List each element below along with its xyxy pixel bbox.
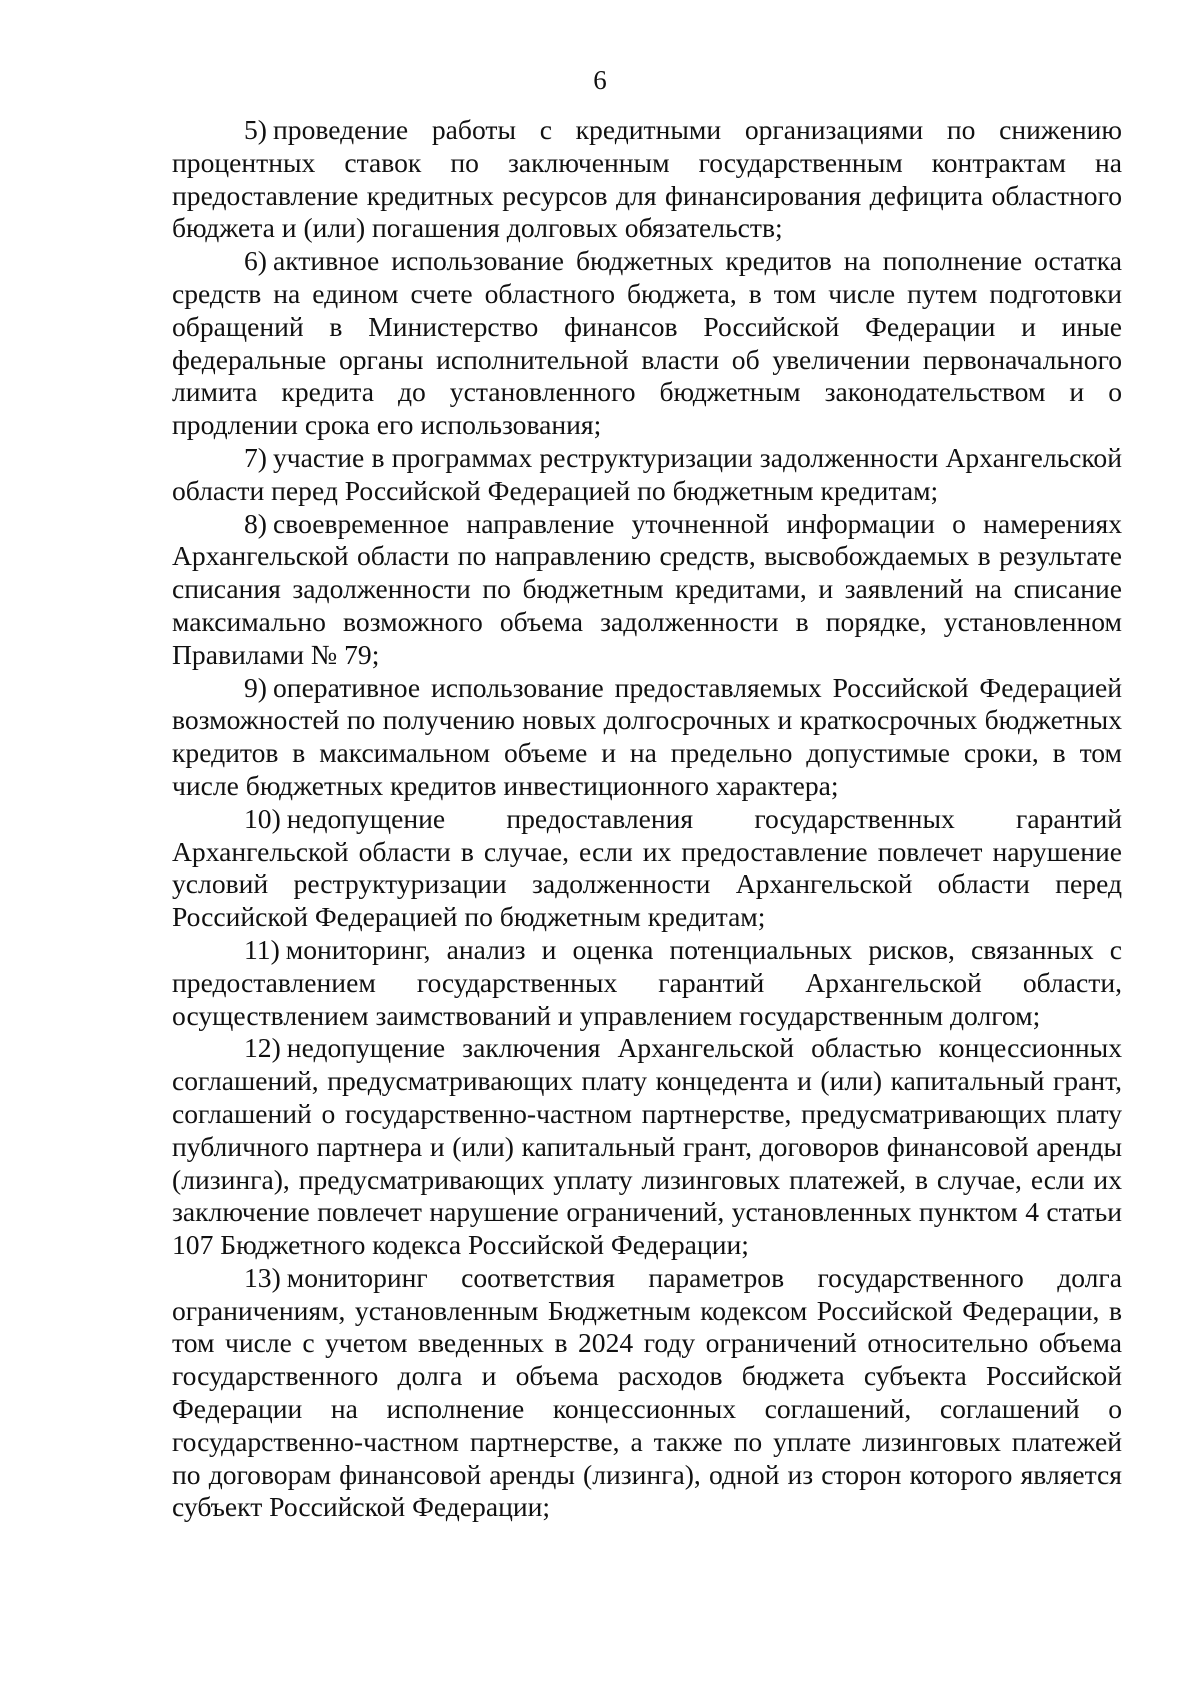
item-text: недопущение заключения Архангельской областью концессионных соглашений, предусматривающих плату концедента и (или) капитальный грант, соглашений о государственно-частном партнерстве, предусматривающих плату публичного партнера и (или) капитальный грант, договоров финансовой аренды (лизинга), предусматривающих уплату лизинговых платежей, в случае, если их заключение повлечет нарушение ограничений, установленных пунктом 4 статьи 107 Бюджетного кодекса Российской Федерации; bbox=[172, 1032, 1122, 1261]
item-text: мониторинг, анализ и оценка потенциальных рисков, связанных с предоставлением государственных гарантий Архангельской области, осуществлением заимствований и управлением государственным долгом; bbox=[172, 933, 1122, 1031]
item-number: 5) bbox=[244, 114, 267, 145]
list-item bbox=[172, 442, 1122, 508]
list-item bbox=[172, 672, 1122, 803]
item-number: 12) bbox=[244, 1032, 281, 1064]
item-number: 13) bbox=[244, 1261, 281, 1293]
list-item bbox=[172, 114, 1122, 245]
document-body bbox=[172, 114, 1122, 1524]
page-number: 6 bbox=[593, 65, 607, 95]
item-text: своевременное направление уточненной информации о намерениях Архангельской области по направлению средств, высвобождаемых в результате списания задолженности по бюджетным кредитами, и заявлений на списание максимально возможного объема задолженности в порядке, установленном Правилами № 79; bbox=[172, 507, 1122, 670]
list-item bbox=[172, 1262, 1122, 1524]
list-item bbox=[172, 803, 1122, 934]
item-number: 9) bbox=[244, 671, 267, 703]
list-item bbox=[172, 508, 1122, 672]
item-text: активное использование бюджетных кредитов на пополнение остатка средств на едином счете областного бюджета, в том числе путем подготовки обращений в Министерство финансов Российской Федерации и иные федеральные органы исполнительной власти об увеличении первоначального лимита кредита до установленного бюджетным законодательством и о продлении срока его использования; bbox=[172, 245, 1122, 441]
item-text: участие в программах реструктуризации задолженности Архангельской области перед Российской Федерацией по бюджетным кредитам; bbox=[172, 441, 1122, 506]
list-item bbox=[172, 1032, 1122, 1262]
item-number: 10) bbox=[244, 802, 281, 834]
item-number: 8) bbox=[244, 507, 267, 539]
item-text: мониторинг соответствия параметров государственного долга ограничениям, установленным Бюджетным кодексом Российской Федерации, в том числе с учетом введенных в 2024 году ограничений относительно объема государственного долга и объема расходов бюджета субъекта Российской Федерации на исполнение концессионных соглашений, соглашений о государственно-частном партнерстве, а также по уплате лизинговых платежей по договорам финансовой аренды (лизинга), одной из сторон которого является субъект Российской Федерации; bbox=[172, 1261, 1122, 1523]
list-item bbox=[172, 934, 1122, 1032]
item-number: 7) bbox=[244, 441, 267, 473]
item-text: проведение работы с кредитными организациями по снижению процентных ставок по заключенным государственным контрактам на предоставление кредитных ресурсов для финансирования дефицита областного бюджета и (или) погашения долговых обязательств; bbox=[172, 114, 1122, 244]
item-number: 6) bbox=[244, 245, 267, 277]
item-text: недопущение предоставления государственных гарантий Архангельской области в случае, если их предоставление повлечет нарушение условий реструктуризации задолженности Архангельской области перед Российской Федерацией по бюджетным кредитам; bbox=[172, 802, 1122, 933]
list-item bbox=[172, 245, 1122, 442]
item-text: оперативное использование предоставляемых Российской Федерацией возможностей по получению новых долгосрочных и краткосрочных бюджетных кредитов в максимальном объеме и на предельно допустимые сроки, в том числе бюджетных кредитов инвестиционного характера; bbox=[172, 671, 1122, 801]
item-number: 11) bbox=[244, 933, 280, 965]
